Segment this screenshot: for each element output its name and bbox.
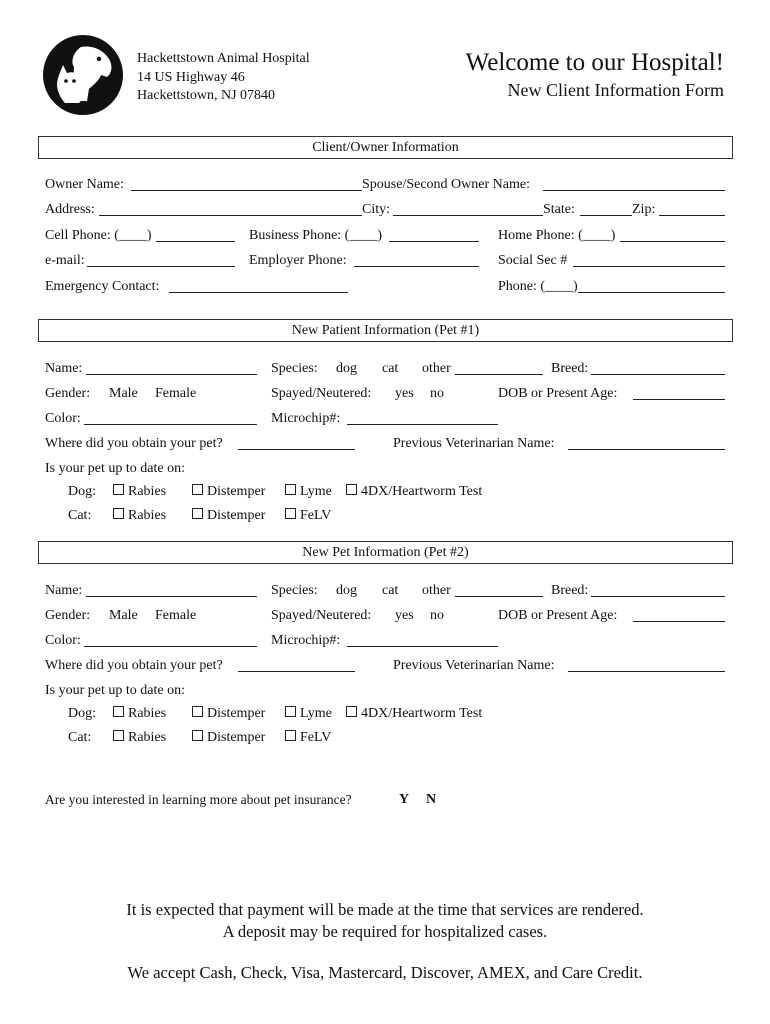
state-label: State: (543, 202, 575, 217)
rabies-label: Rabies (128, 706, 167, 721)
spouse-field[interactable] (543, 190, 725, 191)
pet1-other-field[interactable] (455, 374, 543, 375)
pet2-color-label: Color: (45, 633, 81, 648)
cell-phone-field[interactable] (156, 241, 235, 242)
distemper-label: Distemper (207, 730, 266, 745)
home-phone-label: Home Phone: (____) (498, 228, 616, 243)
pet1-color-field[interactable] (84, 424, 257, 425)
pet1-obtain-field[interactable] (238, 449, 355, 450)
checkbox-icon (113, 730, 124, 741)
pet1-dob-label: DOB or Present Age: (498, 386, 618, 401)
pet2-obtain-label: Where did you obtain your pet? (45, 658, 223, 673)
zip-field[interactable] (659, 215, 725, 216)
deposit-notice: A deposit may be required for hospitalized cases. (222, 922, 548, 941)
pet1-cat-rabies[interactable] (113, 508, 166, 524)
state-field[interactable] (580, 215, 632, 216)
pet1-gender-female[interactable]: Female (155, 386, 197, 401)
pet2-species-cat[interactable]: cat (382, 583, 399, 598)
pet1-color-label: Color: (45, 411, 81, 426)
pet1-dob-field[interactable] (633, 399, 725, 400)
hospital-name: Hackettstown Animal Hospital (137, 51, 310, 66)
zip-label: Zip: (632, 202, 656, 217)
pet2-cat-distemper[interactable] (192, 730, 265, 746)
emergency-phone-field[interactable] (578, 292, 725, 293)
checkbox-icon (192, 484, 203, 495)
pet1-name-field[interactable] (86, 374, 257, 375)
cell-phone-label: Cell Phone: (____) (45, 228, 152, 243)
pet1-dog-label: Dog: (68, 484, 96, 499)
checkbox-icon (113, 706, 124, 717)
home-phone-field[interactable] (620, 241, 725, 242)
checkbox-icon (192, 508, 203, 519)
rabies-label: Rabies (128, 508, 167, 523)
pet1-prev-vet-field[interactable] (568, 449, 725, 450)
pet2-breed-label: Breed: (551, 583, 589, 598)
business-phone-field[interactable] (389, 241, 479, 242)
pet1-spayed-no[interactable]: no (430, 386, 444, 401)
felv-label: FeLV (300, 730, 332, 745)
email-label: e-mail: (45, 253, 85, 268)
pet1-prev-vet-label: Previous Veterinarian Name: (393, 436, 555, 451)
insurance-no[interactable]: N (426, 792, 437, 807)
pet2-spayed-yes[interactable]: yes (395, 608, 414, 623)
pet2-dob-field[interactable] (633, 621, 725, 622)
pet2-prev-vet-field[interactable] (568, 671, 725, 672)
pet2-breed-field[interactable] (591, 596, 725, 597)
pet1-cat-label: Cat: (68, 508, 92, 523)
pet1-species-other[interactable]: other (422, 361, 451, 376)
insurance-yes[interactable]: Y (399, 792, 410, 807)
owner-name-label: Owner Name: (45, 177, 124, 192)
address-label: Address: (45, 202, 95, 217)
pet1-breed-label: Breed: (551, 361, 589, 376)
city-field[interactable] (393, 215, 543, 216)
pet1-species-dog[interactable]: dog (336, 361, 357, 376)
pet1-species-cat[interactable]: cat (382, 361, 399, 376)
ssn-field[interactable] (573, 266, 725, 267)
pet2-dob-label: DOB or Present Age: (498, 608, 618, 623)
distemper-label: Distemper (207, 484, 266, 499)
pet2-species-label: Species: (271, 583, 318, 598)
heartworm-label: 4DX/Heartworm Test (361, 484, 483, 499)
email-field[interactable] (87, 266, 235, 267)
heartworm-label: 4DX/Heartworm Test (361, 706, 483, 721)
checkbox-icon (285, 508, 296, 519)
pet2-spayed-no[interactable]: no (430, 608, 444, 623)
pet2-dog-rabies[interactable] (113, 706, 166, 722)
pet2-section-header: New Pet Information (Pet #2) (38, 541, 733, 564)
pet2-dog-label: Dog: (68, 706, 96, 721)
rabies-label: Rabies (128, 730, 167, 745)
checkbox-icon (346, 706, 357, 717)
owner-section-header: Client/Owner Information (38, 136, 733, 159)
pet2-obtain-field[interactable] (238, 671, 355, 672)
pet1-obtain-label: Where did you obtain your pet? (45, 436, 223, 451)
pet1-microchip-label: Microchip#: (271, 411, 341, 426)
address-field[interactable] (99, 215, 362, 216)
pet2-species-other[interactable]: other (422, 583, 451, 598)
business-phone-label: Business Phone: (____) (249, 228, 382, 243)
address-line1: 14 US Highway 46 (137, 70, 245, 85)
emergency-contact-label: Emergency Contact: (45, 279, 160, 294)
hospital-logo (43, 35, 123, 115)
pet1-name-label: Name: (45, 361, 83, 376)
pet1-dog-distemper[interactable] (192, 484, 265, 500)
pet2-prev-vet-label: Previous Veterinarian Name: (393, 658, 555, 673)
pet2-name-label: Name: (45, 583, 83, 598)
pet2-species-dog[interactable]: dog (336, 583, 357, 598)
pet2-gender-label: Gender: (45, 608, 91, 623)
pet2-uptodate-label: Is your pet up to date on: (45, 683, 185, 698)
pet2-cat-label: Cat: (68, 730, 92, 745)
lyme-label: Lyme (300, 706, 332, 721)
insurance-question: Are you interested in learning more about pet insurance? (45, 792, 352, 807)
pet2-dog-distemper[interactable] (192, 706, 265, 722)
checkbox-icon (346, 484, 357, 495)
pet1-microchip-field[interactable] (347, 424, 498, 425)
form-subtitle: New Client Information Form (507, 80, 724, 100)
checkbox-icon (285, 706, 296, 717)
checkbox-icon (113, 508, 124, 519)
checkbox-icon (192, 706, 203, 717)
pet2-microchip-label: Microchip#: (271, 633, 341, 648)
checkbox-icon (192, 730, 203, 741)
lyme-label: Lyme (300, 484, 332, 499)
employer-phone-label: Employer Phone: (249, 253, 347, 268)
owner-name-field[interactable] (131, 190, 362, 191)
distemper-label: Distemper (207, 508, 266, 523)
checkbox-icon (285, 730, 296, 741)
pet1-section-header: New Patient Information (Pet #1) (38, 319, 733, 342)
address-line2: Hackettstown, NJ 07840 (137, 88, 276, 103)
pet1-cat-distemper[interactable] (192, 508, 265, 524)
checkbox-icon (113, 484, 124, 495)
city-label: City: (362, 202, 391, 217)
pet2-spayed-label: Spayed/Neutered: (271, 608, 372, 623)
pet2-dog-lyme[interactable] (285, 706, 332, 722)
emergency-contact-field[interactable] (169, 292, 348, 293)
pet1-cat-felv[interactable] (285, 508, 331, 524)
payment-notice: It is expected that payment will be made at the time that services are rendered. (126, 900, 644, 919)
emergency-phone-label: Phone: (____) (498, 279, 578, 294)
pet2-name-field[interactable] (86, 596, 257, 597)
payment-methods: We accept Cash, Check, Visa, Mastercard, Discover, AMEX, and Care Credit. (127, 963, 643, 982)
pet1-dog-heartworm[interactable] (346, 484, 482, 500)
pet1-gender-label: Gender: (45, 386, 91, 401)
pet1-spayed-yes[interactable]: yes (395, 386, 414, 401)
form-title: Welcome to our Hospital! (465, 49, 724, 76)
pet1-dog-lyme[interactable] (285, 484, 332, 500)
felv-label: FeLV (300, 508, 332, 523)
pet2-cat-rabies[interactable] (113, 730, 166, 746)
checkbox-icon (285, 484, 296, 495)
pet2-color-field[interactable] (84, 646, 257, 647)
pet2-microchip-field[interactable] (347, 646, 498, 647)
pet2-gender-female[interactable]: Female (155, 608, 197, 623)
ssn-label: Social Sec # (498, 253, 568, 268)
employer-phone-field[interactable] (354, 266, 479, 267)
pet1-spayed-label: Spayed/Neutered: (271, 386, 372, 401)
pet1-dog-rabies[interactable] (113, 484, 166, 500)
distemper-label: Distemper (207, 706, 266, 721)
pet2-gender-male[interactable]: Male (109, 608, 138, 623)
pet1-uptodate-label: Is your pet up to date on: (45, 461, 185, 476)
pet1-breed-field[interactable] (591, 374, 725, 375)
pet2-dog-heartworm[interactable] (346, 706, 482, 722)
pet2-other-field[interactable] (455, 596, 543, 597)
pet1-species-label: Species: (271, 361, 318, 376)
pet2-cat-felv[interactable] (285, 730, 331, 746)
rabies-label: Rabies (128, 484, 167, 499)
spouse-label: Spouse/Second Owner Name: (362, 177, 530, 192)
pet1-gender-male[interactable]: Male (109, 386, 138, 401)
